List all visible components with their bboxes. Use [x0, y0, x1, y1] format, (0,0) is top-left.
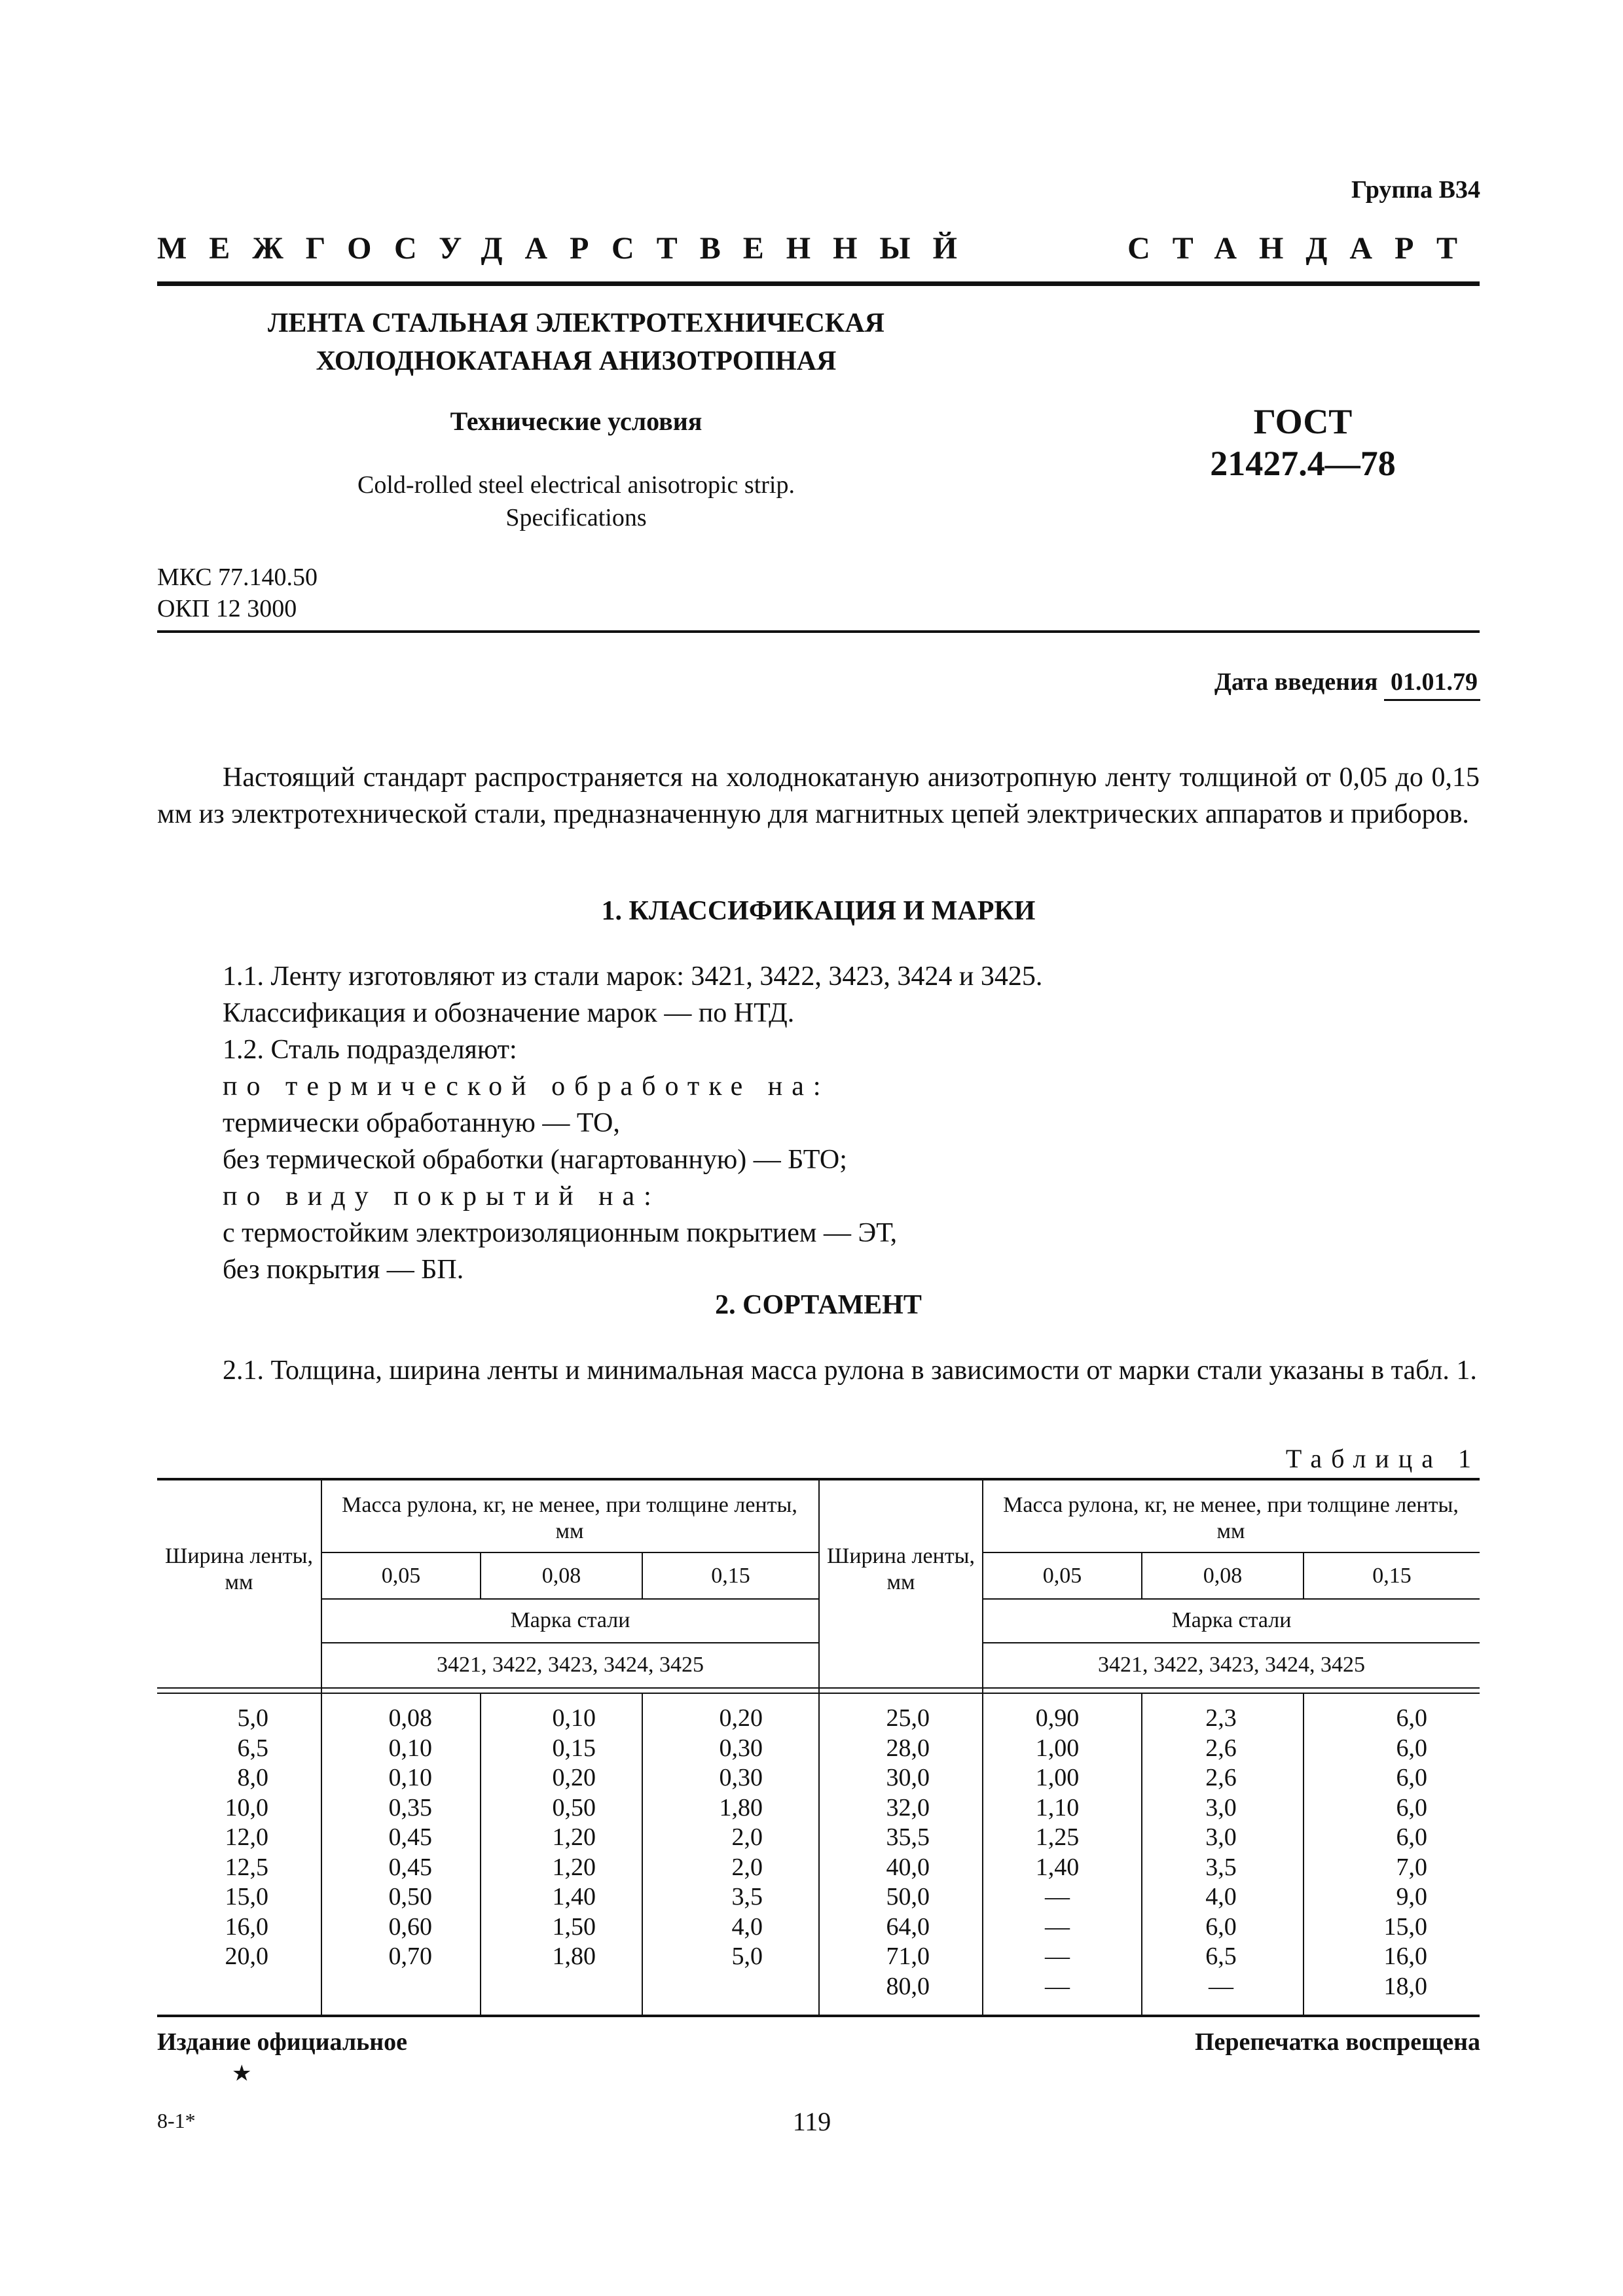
clause-coating: по виду покрытий на:	[223, 1181, 661, 1211]
english-title	[183, 469, 969, 534]
classification-codes	[157, 562, 318, 624]
table-cell: —	[1045, 1943, 1070, 1970]
table-cell: 0,50	[552, 1793, 596, 1821]
table-cell: 6,0	[1396, 1793, 1427, 1821]
table-cell: 0,70	[388, 1943, 432, 1970]
table-vline	[1303, 1694, 1304, 2015]
width-header-right: Ширина ленты, мм	[827, 1544, 975, 1594]
table-cell: 16,0	[1383, 1943, 1427, 1970]
table-cell: 6,0	[1396, 1734, 1427, 1762]
star-icon: ★	[232, 2062, 252, 2086]
title-line-1: ЛЕНТА СТАЛЬНАЯ ЭЛЕКТРОТЕХНИЧЕСКАЯ	[268, 308, 884, 338]
thickness-008-left: 0,08	[541, 1564, 581, 1588]
table-vline	[1141, 1694, 1142, 2015]
table-cell: 1,10	[1035, 1793, 1080, 1821]
clause-item-to: термически обработанную — ТО,	[223, 1108, 620, 1138]
section-1-title: 1. КЛАССИФИКАЦИЯ И МАРКИ	[601, 896, 1036, 926]
clause-1-1: 1.1. Ленту изготовляют из стали марок: 3421, 3422, 3423, 3424 и 3425.	[223, 961, 1043, 992]
right-t005-column	[1021, 1704, 1093, 2001]
thickness-005-left: 0,05	[381, 1564, 421, 1588]
table-vline	[982, 1478, 983, 2015]
table-cell: 5,0	[731, 1943, 763, 1970]
left-width-column	[196, 1704, 268, 1972]
clause-heat-treatment: по термической обработке на:	[223, 1071, 830, 1102]
date-value: 01.01.79	[1384, 668, 1480, 701]
table-cell: 4,0	[731, 1912, 763, 1941]
table-cell: 1,50	[552, 1912, 596, 1941]
mass-header-left: Масса рулона, кг, не менее, при толщине ленты, мм	[342, 1493, 797, 1543]
table-cell: 7,0	[1396, 1853, 1427, 1881]
table-cell: 2,3	[1205, 1704, 1237, 1732]
steel-grade-header-right: Марка стали	[1171, 1608, 1292, 1632]
table-hline	[982, 1552, 1480, 1553]
table-cell: 6,5	[237, 1734, 268, 1762]
intro-paragraph: Настоящий стандарт распространяется на холоднокатаную анизотропную ленту толщиной от 0,05 до 0,15 мм из электротехнической стали, предназначенную для магнитных цепей электрических аппаратов и приборов.	[157, 762, 1480, 829]
table-cell: 0,10	[552, 1704, 596, 1732]
table-cell: 15,0	[1383, 1912, 1427, 1941]
table-cell: 18,0	[1383, 1972, 1427, 2000]
table-cell: 3,5	[1205, 1853, 1237, 1881]
clause-1-2: 1.2. Сталь подразделяют:	[223, 1035, 517, 1065]
table-cell: 30,0	[886, 1764, 930, 1791]
gost-number	[1074, 401, 1532, 484]
interstate-label: МЕЖГОСУДАРСТВЕННЫЙ	[157, 231, 979, 266]
section-2-title: 2. СОРТАМЕНТ	[715, 1290, 922, 1320]
table-cell: 71,0	[886, 1943, 930, 1970]
thickness-005-right: 0,05	[1042, 1564, 1082, 1588]
english-title-line-2: Specifications	[505, 504, 647, 531]
table-cell: 1,80	[552, 1943, 596, 1970]
table-cell: 0,20	[719, 1704, 763, 1732]
table-cell: 12,0	[225, 1823, 268, 1851]
clause-item-bto: без термической обработки (нагартованную) — БТО;	[223, 1145, 847, 1175]
introduction-date	[1214, 668, 1480, 701]
clause-item-bp: без покрытия — БП.	[223, 1255, 464, 1285]
table-cell: 0,08	[388, 1704, 432, 1732]
table-cell: 2,0	[731, 1853, 763, 1881]
table-cell: 1,00	[1035, 1734, 1080, 1762]
table-hline	[321, 1552, 818, 1553]
table-cell: 25,0	[886, 1704, 930, 1732]
table-cell: —	[1045, 1972, 1070, 2000]
table-cell: —	[1045, 1883, 1070, 1910]
table-cell: 0,60	[388, 1912, 432, 1941]
table-cell: 3,5	[731, 1883, 763, 1910]
table-cell: 6,0	[1396, 1823, 1427, 1851]
top-rule	[157, 281, 1480, 286]
mass-header-right: Масса рулона, кг, не менее, при толщине ленты, мм	[1003, 1493, 1459, 1543]
english-title-line-1: Cold-rolled steel electrical anisotropic strip.	[357, 471, 795, 499]
table-cell: 0,30	[719, 1764, 763, 1791]
table-cell: 5,0	[237, 1704, 268, 1732]
table-cell: 0,50	[388, 1883, 432, 1910]
table-cell: 1,40	[552, 1883, 596, 1910]
table-hline	[321, 1642, 818, 1643]
clause-1-1-note: Классификация и обозначение марок — по НТД.	[223, 998, 795, 1028]
table-hline	[982, 1598, 1480, 1600]
right-t015-column	[1355, 1704, 1427, 2001]
table-cell: 10,0	[225, 1793, 268, 1821]
table-cell: 1,20	[552, 1823, 596, 1851]
table-cell: 40,0	[886, 1853, 930, 1881]
table-hline	[982, 1642, 1480, 1643]
table-cell: 80,0	[886, 1972, 930, 2000]
table-cell: 64,0	[886, 1912, 930, 1941]
steel-grades-left: 3421, 3422, 3423, 3424, 3425	[437, 1653, 704, 1677]
standard-label: СТАНДАРТ	[1127, 231, 1480, 266]
header-rule	[157, 630, 1480, 633]
date-label: Дата введения	[1214, 668, 1378, 696]
table-cell: 1,00	[1035, 1764, 1080, 1791]
table-cell: 1,25	[1035, 1823, 1080, 1851]
table-cell: 3,0	[1205, 1793, 1237, 1821]
table-cell: 15,0	[225, 1883, 268, 1910]
table-cell: 1,20	[552, 1853, 596, 1881]
table-hline	[321, 1598, 818, 1600]
table-cell: 2,6	[1205, 1764, 1237, 1791]
thickness-015-left: 0,15	[711, 1564, 750, 1588]
steel-grade-header-left: Марка стали	[510, 1608, 630, 1632]
title-line-2: ХОЛОДНОКАТАНАЯ АНИЗОТРОПНАЯ	[316, 346, 837, 376]
table-cell: —	[1209, 1972, 1233, 2000]
table-cell: 0,10	[388, 1734, 432, 1762]
table-cell: 20,0	[225, 1943, 268, 1970]
sheet-code: 8-1*	[157, 2109, 196, 2132]
table-cell: 0,45	[388, 1823, 432, 1851]
table-cell: 0,45	[388, 1853, 432, 1881]
left-t015-column	[681, 1704, 763, 1972]
table-cell: 50,0	[886, 1883, 930, 1910]
table-cell: 1,40	[1035, 1853, 1080, 1881]
thickness-015-right: 0,15	[1372, 1564, 1412, 1588]
thickness-008-right: 0,08	[1203, 1564, 1243, 1588]
table-cell: 6,0	[1396, 1704, 1427, 1732]
document-subtitle: Технические условия	[450, 406, 702, 436]
reprint-prohibited-label: Перепечатка воспрещена	[1194, 2028, 1480, 2056]
table-cell: 6,0	[1205, 1912, 1237, 1941]
table-cell: —	[1045, 1912, 1070, 1941]
table-cell: 4,0	[1205, 1883, 1237, 1910]
gost-label: ГОСТ	[1253, 402, 1353, 441]
table-vline	[321, 1478, 322, 2015]
clause-2-1: 2.1. Толщина, ширина ленты и минимальная масса рулона в зависимости от марки стали указаны в табл. 1.	[223, 1355, 1477, 1386]
table-cell: 16,0	[225, 1912, 268, 1941]
right-t008-column	[1185, 1704, 1257, 2001]
page-number: 119	[792, 2107, 831, 2136]
table-caption: Таблица 1	[1285, 1444, 1480, 1473]
table-vline	[642, 1694, 643, 2015]
table-cell: 0,90	[1035, 1704, 1080, 1732]
interstate-standard-heading	[157, 230, 1480, 266]
table-cell: 0,30	[719, 1734, 763, 1762]
group-code: Группа В34	[1351, 176, 1480, 204]
steel-grades-right: 3421, 3422, 3423, 3424, 3425	[1098, 1653, 1365, 1677]
table-cell: 1,80	[719, 1793, 763, 1821]
table-cell: 0,35	[388, 1793, 432, 1821]
table-cell: 32,0	[886, 1793, 930, 1821]
mks-code: МКС 77.140.50	[157, 564, 318, 591]
table-cell: 2,6	[1205, 1734, 1237, 1762]
table-1	[157, 1478, 1480, 2018]
clause-item-et: с термостойким электроизоляционным покрытием — ЭТ,	[223, 1218, 898, 1248]
okp-code: ОКП 12 3000	[157, 595, 297, 622]
left-t005-column	[354, 1704, 432, 1972]
table-cell: 3,0	[1205, 1823, 1237, 1851]
table-cell: 8,0	[237, 1764, 268, 1791]
table-cell: 28,0	[886, 1734, 930, 1762]
left-t008-column	[517, 1704, 596, 1972]
table-cell: 0,15	[552, 1734, 596, 1762]
table-cell: 0,10	[388, 1764, 432, 1791]
right-width-column	[858, 1704, 930, 2001]
table-cell: 6,5	[1205, 1943, 1237, 1970]
table-bottom-border	[157, 2015, 1480, 2017]
table-cell: 2,0	[731, 1823, 763, 1851]
table-cell: 35,5	[886, 1823, 930, 1851]
gost-code: 21427.4—78	[1210, 444, 1396, 483]
table-vline	[480, 1694, 481, 2015]
table-cell: 12,5	[225, 1853, 268, 1881]
official-edition-label: Издание официальное	[157, 2028, 408, 2056]
document-title	[183, 304, 969, 380]
table-cell: 0,20	[552, 1764, 596, 1791]
table-cell: 6,0	[1396, 1764, 1427, 1791]
width-header-left: Ширина ленты, мм	[165, 1544, 313, 1594]
table-cell: 9,0	[1396, 1883, 1427, 1910]
section-1-body	[223, 958, 1042, 1288]
